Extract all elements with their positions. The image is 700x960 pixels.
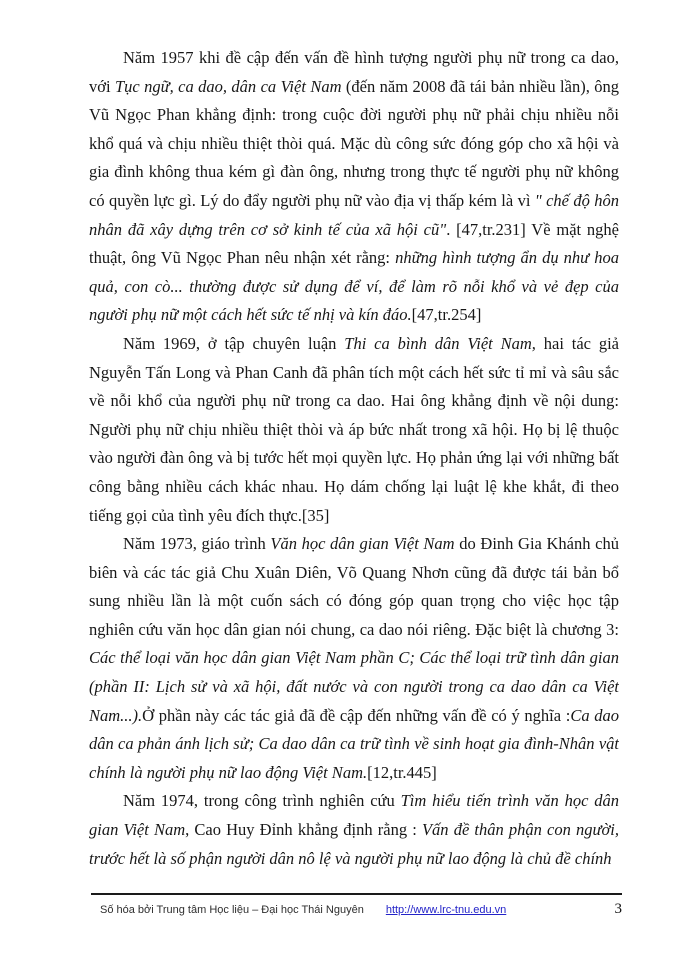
paragraph [89,530,619,787]
text-segment: Năm 1973, giáo trình [123,534,271,554]
italic-text-segment: Ca dao dân ca phản ánh lịch sử; Ca dao dân ca trữ tình về sinh hoạt gia đình-Nhân vật chính là người phụ nữ lao động Việt Nam. [89,705,619,782]
italic-text-segment: Các thể loại văn học dân gian Việt Nam phần C; Các thể loại trữ tình dân gian (phần II: Lịch sử và xã hội, đất nước và con người trong ca dao dân ca Việt Nam...). [89,648,619,725]
paragraph [89,787,619,873]
text-segment: Ở phần này các tác giả đã đề cập đến những vấn đề có ý nghĩa : [142,705,571,725]
page-number: 3 [614,901,622,917]
text-segment: [47,tr.254] [411,305,482,325]
italic-text-segment: Vấn đề thân phận con người, trước hết là số phận người dân nô lệ và người phụ nữ lao động là chủ đề chính [89,820,619,868]
paragraph [89,330,619,530]
italic-text-segment: Văn học dân gian Việt Nam [270,534,460,554]
italic-text-segment: Thi ca bình dân Việt Nam, [344,333,536,353]
text-segment: Năm 1974, trong công trình nghiên cứu [123,791,401,811]
library-url-link[interactable]: http://www.lrc-tnu.edu.vn [385,904,507,916]
paragraph [89,44,619,330]
italic-text-segment: Tìm hiểu tiến trình văn học dân gian Việt Nam [89,791,619,840]
page-footer [100,901,622,918]
digitization-note: Số hóa bởi Trung tâm Học liệu – Đại học Thái Nguyên [100,904,364,916]
text-segment: , Cao Huy Đỉnh khẳng định rằng : [185,820,422,840]
text-segment: [12,tr.445] [367,762,437,782]
text-segment: . [47,tr.231] Về mặt nghệ thuật, ông Vũ Ngọc Phan nêu nhận xét rằng: [89,219,619,268]
text-segment: Năm 1957 khi đề cập đến vấn đề hình tượng người phụ nữ trong ca dao, với [89,48,619,96]
italic-text-segment: " chế độ hôn nhân đã xây dựng trên cơ sở kinh tế của xã hội cũ" [89,190,619,239]
document-body [89,44,619,873]
text-segment: hai tác giả Nguyễn Tấn Long và Phan Canh đã phân tích một cách hết sức tỉ mỉ và sâu sắc về nỗi khổ của người phụ nữ trong ca dao. Hai ông khẳng định về nội dung: Người phụ nữ chịu nhiều thiệt thòi và áp bức nhất trong xã hội. Họ bị lệ thuộc vào người đàn ông và bị tước hết mọi quyền lực. Họ phản ứng lại với những bất công bằng nhiều cách khác nhau. Họ dám chống lại luật lệ khe khắt, đi theo tiếng gọi của tình yêu đích thực.[35] [89,333,619,525]
text-segment: Năm 1969, ở tập chuyên luận [123,333,345,353]
text-segment: do Đinh Gia Khánh chủ biên và các tác giả Chu Xuân Diên, Võ Quang Nhơn cũng đã được tái bản bổ sung nhiều lần là một cuốn sách có đóng góp quan trọng cho việc học tập nghiên cứu văn học dân gian nói chung, ca dao nói riêng. Đặc biệt là chương 3: [89,534,619,639]
italic-text-segment: những hình tượng ẩn dụ như hoa quả, con cò... thường được sử dụng để ví, để làm rõ nỗi khổ và vẻ đẹp của người phụ nữ một cách hết sức tế nhị và kín đáo. [89,248,619,325]
footer-divider [91,893,622,895]
text-segment: (đến năm 2008 đã tái bản nhiều lần), ông Vũ Ngọc Phan khẳng định: trong cuộc đời người phụ nữ phải chịu nhiều nỗi khổ quá và chịu nhiều thiệt thòi quá. Mặc dù công sức đóng góp cho xã hội và gia đình không thua kém gì đàn ông, nhưng trong thực tế người phụ nữ không có quyền lực gì. Lý do đẩy người phụ nữ vào địa vị thấp kém là vì [89,76,619,210]
italic-text-segment: Tục ngữ, ca dao, dân ca Việt Nam [114,76,346,96]
